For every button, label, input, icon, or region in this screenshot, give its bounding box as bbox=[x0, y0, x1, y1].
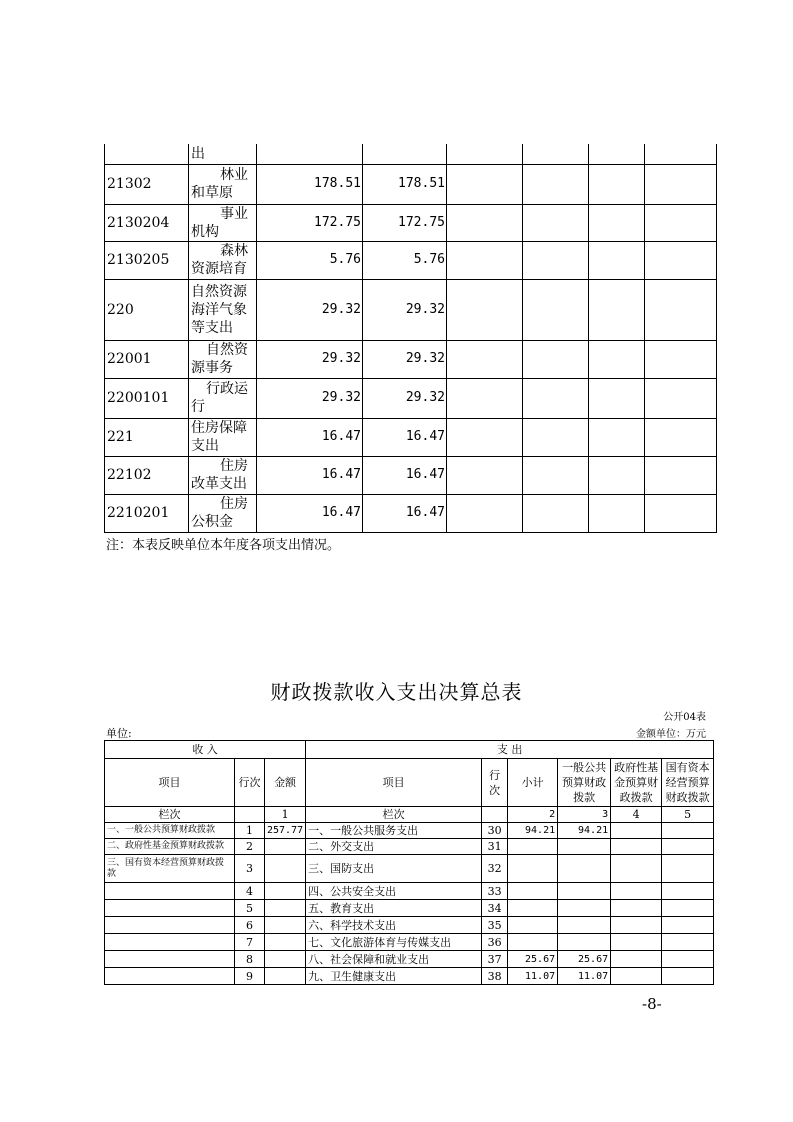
table-row bbox=[105, 204, 717, 241]
expense-general bbox=[558, 839, 611, 855]
row-amount: 29.32 bbox=[257, 340, 363, 378]
income-item: 三、国有资本经营预算财政拨款 bbox=[105, 855, 235, 883]
expense-general bbox=[558, 934, 611, 951]
income-amount bbox=[265, 900, 306, 917]
expense-item: 五、教育支出 bbox=[306, 900, 482, 917]
expense-row-no: 38 bbox=[482, 968, 508, 985]
table-row bbox=[105, 934, 714, 951]
row-code: 2130205 bbox=[105, 241, 189, 279]
income-row-no: 3 bbox=[235, 855, 265, 883]
expense-row-no: 31 bbox=[482, 839, 508, 855]
page-title: 财政拨款收入支出决算总表 bbox=[270, 680, 523, 704]
page-number: -8- bbox=[642, 995, 662, 1013]
row-amount-basic: 29.32 bbox=[363, 378, 447, 418]
row-amount-basic: 29.32 bbox=[363, 340, 447, 378]
income-row-no: 2 bbox=[235, 839, 265, 855]
row-amount: 16.47 bbox=[257, 494, 363, 532]
row-name: 自然资 源事务 bbox=[189, 340, 257, 378]
income-amount bbox=[265, 917, 306, 934]
expense-item: 八、社会保障和就业支出 bbox=[306, 951, 482, 968]
income-row-no: 8 bbox=[235, 951, 265, 968]
table-row bbox=[105, 741, 714, 759]
table-row bbox=[105, 279, 717, 340]
expense-subtotal bbox=[508, 839, 558, 855]
table-note: 注：本表反映单位本年度各项支出情况。 bbox=[106, 538, 341, 553]
income-item bbox=[105, 883, 235, 900]
table-row bbox=[105, 418, 717, 456]
expense-subtotal: 94.21 bbox=[508, 823, 558, 839]
table-row bbox=[105, 839, 714, 855]
income-amount bbox=[265, 951, 306, 968]
table-row bbox=[105, 164, 717, 204]
table-row bbox=[105, 883, 714, 900]
income-row-no: 9 bbox=[235, 968, 265, 985]
row-code: 21302 bbox=[105, 164, 189, 204]
row-name: 事业 机构 bbox=[189, 204, 257, 241]
income-item bbox=[105, 934, 235, 951]
income-item bbox=[105, 900, 235, 917]
income-item bbox=[105, 951, 235, 968]
expense-subtotal: 11.07 bbox=[508, 968, 558, 985]
income-item bbox=[105, 968, 235, 985]
col-header-amount: 金额 bbox=[265, 759, 306, 807]
row-amount: 16.47 bbox=[257, 418, 363, 456]
expense-subtotal bbox=[508, 855, 558, 883]
col-header-general: 一般公共预算财政拨款 bbox=[558, 759, 611, 807]
table-row bbox=[105, 951, 714, 968]
row-amount-basic: 5.76 bbox=[363, 241, 447, 279]
expense-row-no: 30 bbox=[482, 823, 508, 839]
income-amount: 257.77 bbox=[265, 823, 306, 839]
col-header-row-no2: 行次 bbox=[482, 759, 508, 807]
col-num: 5 bbox=[662, 807, 714, 823]
row-name: 住房 改革支出 bbox=[189, 456, 257, 494]
expense-row-no: 37 bbox=[482, 951, 508, 968]
expense-row-no: 34 bbox=[482, 900, 508, 917]
expense-general: 11.07 bbox=[558, 968, 611, 985]
income-row-no: 4 bbox=[235, 883, 265, 900]
row-code: 22001 bbox=[105, 340, 189, 378]
continuation-text: 出 bbox=[189, 144, 257, 164]
expense-subtotal bbox=[508, 934, 558, 951]
income-amount bbox=[265, 855, 306, 883]
col-num: 1 bbox=[265, 807, 306, 823]
table-row bbox=[105, 494, 717, 532]
col-num: 2 bbox=[508, 807, 558, 823]
income-item: 二、政府性基金预算财政拨款 bbox=[105, 839, 235, 855]
table-row bbox=[105, 241, 717, 279]
row-name: 森林 资源培育 bbox=[189, 241, 257, 279]
expense-item: 九、卫生健康支出 bbox=[306, 968, 482, 985]
expense-subtotal: 25.67 bbox=[508, 951, 558, 968]
row-code: 220 bbox=[105, 279, 189, 340]
expense-subtotal bbox=[508, 883, 558, 900]
expenditure-table bbox=[104, 144, 717, 533]
table-row bbox=[105, 456, 717, 494]
col-header-item2: 项目 bbox=[306, 759, 482, 807]
row-amount-basic: 178.51 bbox=[363, 164, 447, 204]
row-amount-basic: 172.75 bbox=[363, 204, 447, 241]
row-code: 2200101 bbox=[105, 378, 189, 418]
col-header-item: 项目 bbox=[105, 759, 235, 807]
expense-general: 25.67 bbox=[558, 951, 611, 968]
income-row-no: 5 bbox=[235, 900, 265, 917]
expense-row-no: 33 bbox=[482, 883, 508, 900]
fiscal-summary-table bbox=[104, 740, 714, 985]
row-amount: 178.51 bbox=[257, 164, 363, 204]
row-name: 自然资源海洋气象等支出 bbox=[189, 279, 257, 340]
row-amount-basic: 16.47 bbox=[363, 456, 447, 494]
expense-item: 二、外交支出 bbox=[306, 839, 482, 855]
expense-row-no: 32 bbox=[482, 855, 508, 883]
row-amount: 5.76 bbox=[257, 241, 363, 279]
row-name: 住房保障支出 bbox=[189, 418, 257, 456]
expense-subtotal bbox=[508, 917, 558, 934]
row-amount: 172.75 bbox=[257, 204, 363, 241]
income-row-no: 1 bbox=[235, 823, 265, 839]
col-header-row-no: 行次 bbox=[235, 759, 265, 807]
expense-item: 一、一般公共服务支出 bbox=[306, 823, 482, 839]
expense-subtotal bbox=[508, 900, 558, 917]
col-num: 3 bbox=[558, 807, 611, 823]
row-amount: 29.32 bbox=[257, 378, 363, 418]
expense-general bbox=[558, 900, 611, 917]
income-row-no: 7 bbox=[235, 934, 265, 951]
row-code: 221 bbox=[105, 418, 189, 456]
expense-row-no: 35 bbox=[482, 917, 508, 934]
table-row bbox=[105, 968, 714, 985]
unit-label: 单位: bbox=[106, 727, 132, 740]
income-amount bbox=[265, 839, 306, 855]
table-row bbox=[105, 823, 714, 839]
row-code: 2210201 bbox=[105, 494, 189, 532]
row-amount: 16.47 bbox=[257, 456, 363, 494]
table-row bbox=[105, 917, 714, 934]
income-amount bbox=[265, 934, 306, 951]
col-num: 4 bbox=[611, 807, 662, 823]
expense-item: 七、文化旅游体育与传媒支出 bbox=[306, 934, 482, 951]
income-amount bbox=[265, 968, 306, 985]
form-code: 公开04表 bbox=[663, 712, 706, 723]
expense-general bbox=[558, 883, 611, 900]
row-amount: 29.32 bbox=[257, 279, 363, 340]
table-row bbox=[105, 855, 714, 883]
table-row bbox=[105, 900, 714, 917]
row-code: 22102 bbox=[105, 456, 189, 494]
expense-general: 94.21 bbox=[558, 823, 611, 839]
row-amount-basic: 29.32 bbox=[363, 279, 447, 340]
table-row bbox=[105, 759, 714, 807]
table-row bbox=[105, 807, 714, 823]
expense-general bbox=[558, 855, 611, 883]
col-header-subtotal: 小计 bbox=[508, 759, 558, 807]
row-name: 行政运 行 bbox=[189, 378, 257, 418]
expense-header: 支 出 bbox=[306, 741, 714, 759]
row-amount-basic: 16.47 bbox=[363, 418, 447, 456]
col-label: 栏次 bbox=[105, 807, 235, 823]
income-item bbox=[105, 917, 235, 934]
row-code: 2130204 bbox=[105, 204, 189, 241]
table-row bbox=[105, 340, 717, 378]
row-amount-basic: 16.47 bbox=[363, 494, 447, 532]
table-row bbox=[105, 378, 717, 418]
row-name: 林业 和草原 bbox=[189, 164, 257, 204]
row-name: 住房 公积金 bbox=[189, 494, 257, 532]
income-amount bbox=[265, 883, 306, 900]
expense-item: 三、国防支出 bbox=[306, 855, 482, 883]
col-header-state-capital: 国有资本经营预算财政拨款 bbox=[662, 759, 714, 807]
amount-unit: 金额单位：万元 bbox=[636, 729, 706, 740]
expense-row-no: 36 bbox=[482, 934, 508, 951]
income-header: 收 入 bbox=[105, 741, 306, 759]
expense-general bbox=[558, 917, 611, 934]
income-item: 一、一般公共预算财政拨款 bbox=[105, 823, 235, 839]
col-label: 栏次 bbox=[306, 807, 482, 823]
expense-item: 四、公共安全支出 bbox=[306, 883, 482, 900]
col-header-gov-fund: 政府性基金预算财政拨款 bbox=[611, 759, 662, 807]
income-row-no: 6 bbox=[235, 917, 265, 934]
table-row bbox=[105, 144, 717, 164]
expense-item: 六、科学技术支出 bbox=[306, 917, 482, 934]
